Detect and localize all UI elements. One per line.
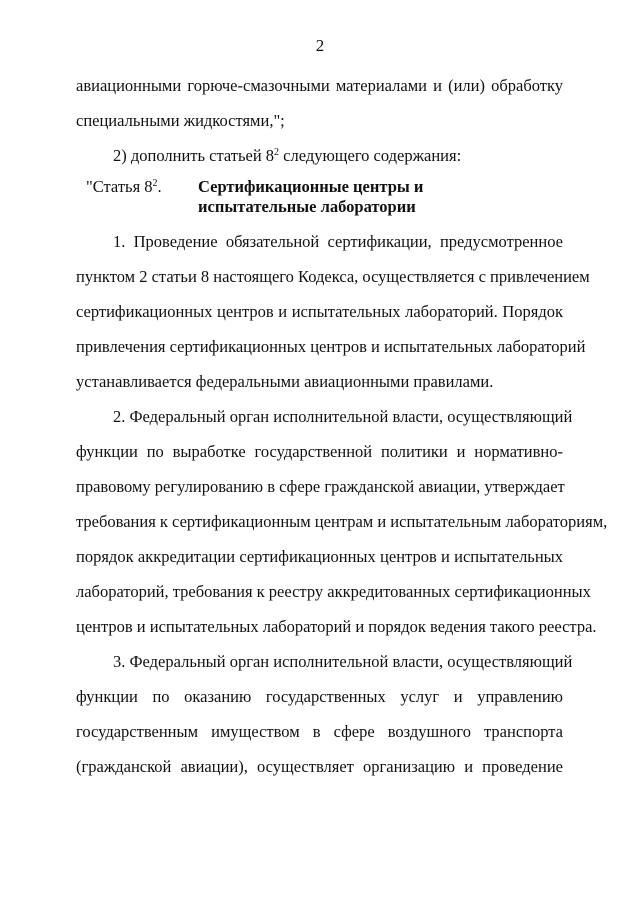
article-superscript: 2 — [152, 178, 158, 189]
article-heading — [86, 177, 162, 197]
text-line: государственным имуществом в сфере воздушного транспорта — [76, 722, 563, 741]
text-line: привлечения сертификационных центров и испытательных лабораторий — [76, 337, 586, 356]
text-line: (гражданской авиации), осуществляет организацию и проведение — [76, 757, 563, 776]
text-line: функции по оказанию государственных услуг и управлению — [76, 687, 563, 706]
superscript: 2 — [274, 147, 280, 158]
article-title-line: Сертификационные центры и — [198, 177, 424, 196]
page-number: 2 — [315, 36, 325, 55]
text-line: устанавливается федеральными авиационными правилами. — [76, 372, 494, 391]
text-line: правовому регулированию в сфере гражданской авиации, утверждает — [76, 477, 565, 496]
text-line: специальными жидкостями,"; — [76, 111, 285, 130]
text-line: порядок аккредитации сертификационных центров и испытательных — [76, 547, 563, 566]
text-line: требования к сертификационным центрам и испытательным лабораториям, — [76, 512, 608, 531]
text-line: авиационными горюче-смазочными материалами и (или) обработку — [76, 76, 563, 95]
amendment-text: 2) дополнить статьей 8 — [113, 146, 275, 165]
text-line: сертификационных центров и испытательных лабораторий. Порядок — [76, 302, 563, 321]
text-line: 1. Проведение обязательной сертификации, предусмотренное — [113, 232, 563, 251]
article-prefix: "Статья 8 — [86, 177, 153, 196]
amendment-line — [113, 146, 563, 166]
text-line: пунктом 2 статьи 8 настоящего Кодекса, осуществляется с привлечением — [76, 267, 590, 286]
text-line: 2. Федеральный орган исполнительной власти, осуществляющий — [113, 407, 573, 426]
article-title — [198, 177, 423, 217]
amendment-text-end: следующего содержания: — [283, 146, 462, 165]
text-line: 3. Федеральный орган исполнительной власти, осуществляющий — [113, 652, 573, 671]
text-line: центров и испытательных лабораторий и порядок ведения такого реестра. — [76, 617, 597, 636]
text-line: функции по выработке государственной политики и нормативно- — [76, 442, 563, 461]
article-title-line: испытательные лаборатории — [198, 197, 416, 216]
article-suffix: . — [157, 177, 162, 196]
text-line: лабораторий, требования к реестру аккредитованных сертификационных — [76, 582, 591, 601]
